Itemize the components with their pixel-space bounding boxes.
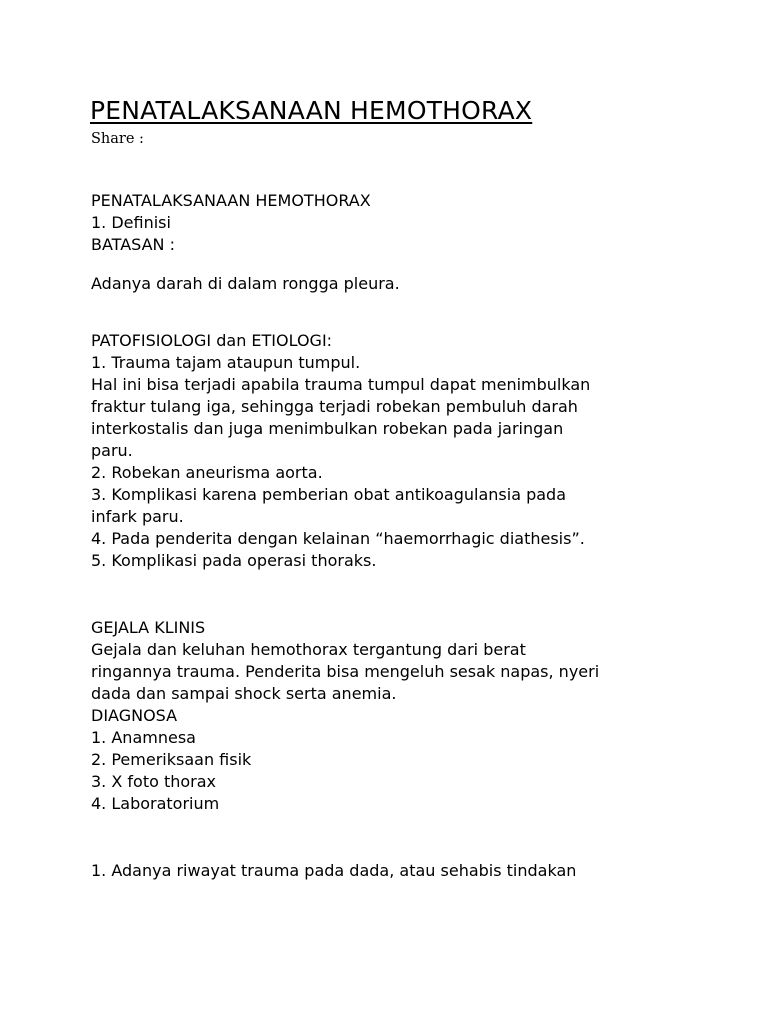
text-line: BATASAN : [91,235,175,254]
text-line: 2. Robekan aneurisma aorta. [91,463,323,482]
text-line: 1. Trauma tajam ataupun tumpul. [91,353,361,372]
text-line: 3. X foto thorax [91,772,217,791]
text-line: interkostalis dan juga menimbulkan robekan pada jaringan [91,419,564,438]
text-line: Adanya darah di dalam rongga pleura. [91,274,400,293]
text-line: 1. Adanya riwayat trauma pada dada, atau sehabis tindakan [91,861,577,880]
section-heading: DIAGNOSA [91,706,178,725]
text-line: ringannya trauma. Penderita bisa mengeluh sesak napas, nyeri [91,662,600,681]
text-line: Hal ini bisa terjadi apabila trauma tumpul dapat menimbulkan [91,375,591,394]
text-line: 2. Pemeriksaan fisik [91,750,252,769]
document-title: PENATALAKSANAAN HEMOTHORAX [90,96,533,125]
text-line: 1. Definisi [91,213,171,232]
text-line: 4. Laboratorium [91,794,220,813]
text-line: paru. [91,441,133,460]
text-line: Gejala dan keluhan hemothorax tergantung dari berat [91,640,526,659]
text-line: infark paru. [91,507,184,526]
section-heading: PENATALAKSANAAN HEMOTHORAX [91,191,371,210]
text-line: 5. Komplikasi pada operasi thoraks. [91,551,377,570]
share-label[interactable]: Share : [91,131,144,147]
text-line: fraktur tulang iga, sehingga terjadi robekan pembuluh darah [91,397,578,416]
section-heading: GEJALA KLINIS [91,618,206,637]
text-line: 4. Pada penderita dengan kelainan “haemorrhagic diathesis”. [91,529,585,548]
section-heading: PATOFISIOLOGI dan ETIOLOGI: [91,331,333,350]
text-line: 1. Anamnesa [91,728,196,747]
text-line: dada dan sampai shock serta anemia. [91,684,397,703]
text-line: 3. Komplikasi karena pemberian obat antikoagulansia pada [91,485,566,504]
